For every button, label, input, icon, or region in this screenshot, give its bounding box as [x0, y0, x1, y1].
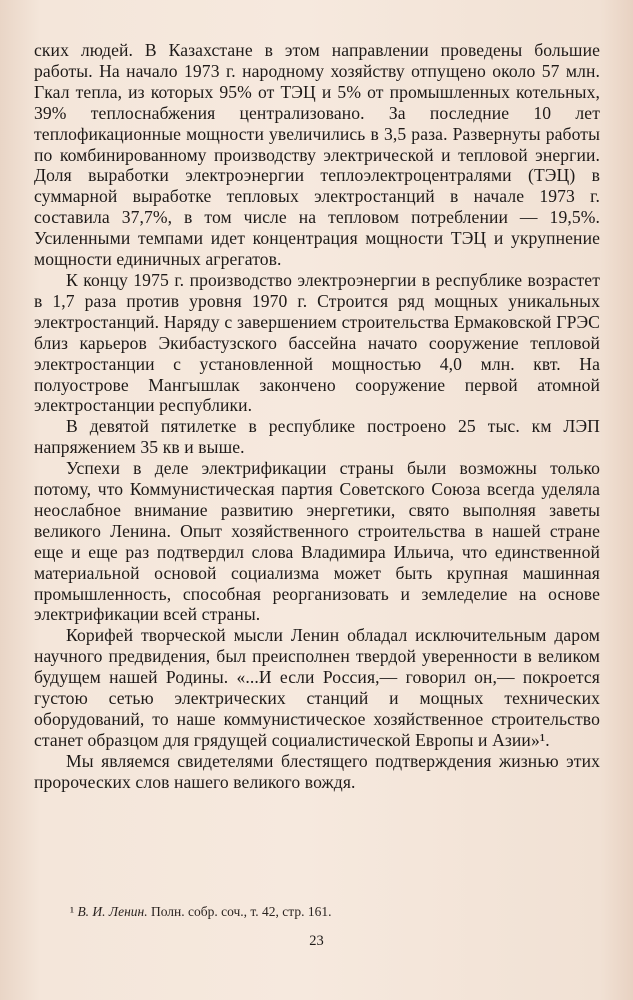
page-number: 23 [309, 933, 324, 949]
footnote-marker: ¹ [70, 904, 75, 919]
footnote-text: Полн. собр. соч., т. 42, стр. 161. [150, 904, 332, 919]
paragraph-3: В девятой пятилетке в республике построено 25 тыс. км ЛЭП напряжением 35 кв и выше. [34, 416, 600, 458]
footnote-author: В. И. Ленин. [77, 904, 148, 919]
paragraph-2: К концу 1975 г. производство электроэнергии в республике возрастет в 1,7 раза против уровня 1970 г. Строится ряд мощных уникальных электростанций. Наряду с завершением строительства Ермаковской ГРЭС близ карьеров Экибастузского бассейна начато сооружение тепловой электростанции с установленной мощностью 4,0 млн. квт. На полуострове Мангышлак закончено сооружение первой атомной электростанции республики. [34, 269, 600, 416]
footnote [70, 904, 590, 920]
main-text [34, 40, 600, 793]
paragraph-5: Корифей творческой мысли Ленин обладал исключительным даром научного предвидения, был преисполнен твердой уверенности в великом будущем нашей Родины. «...И если Россия,— говорил он,— покроется густою сетью электрических станций и мощных технических оборудований, то наше коммунистическое хозяйственное строительство станет образцом для грядущей социалистической Европы и Азии»¹. [34, 625, 600, 750]
paragraph-4: Успехи в деле электрификации страны были возможны только потому, что Коммунистическая партия Советского Союза всегда уделяла неослабное внимание развитию энергетики, свято выполняя заветы великого Ленина. Опыт хозяйственного строительства в нашей стране еще и еще раз подтвердил слова Владимира Ильича, что единственной материальной основой социализма может быть крупная машинная промышленность, способная реорганизовать и земледелие на основе электрификации всей страны. [34, 458, 600, 625]
paragraph-1: ских людей. В Казахстане в этом направлении проведены большие работы. На начало 1973 г. народному хозяйству отпущено около 57 млн. Гкал тепла, из которых 95% от ТЭЦ и 5% от промышленных котельных, 39% теплоснабжения централизовано. За последние 10 лет теплофикационные мощности увеличились в 3,5 раза. Развернуты работы по комбинированному производству электрической и тепловой энергии. Доля выработки электроэнергии теплоэлектроцентралями (ТЭЦ) в суммарной выработке тепловых электростанций в начале 1973 г. составила 37,7%, в том числе на тепловом потреблении — 19,5%. Усиленными темпами идет концентрация мощности ТЭЦ и укрупнение мощности единичных агрегатов. [34, 40, 600, 270]
paragraph-6: Мы являемся свидетелями блестящего подтверждения жизнью этих пророческих слов нашего великого вождя. [34, 750, 600, 792]
